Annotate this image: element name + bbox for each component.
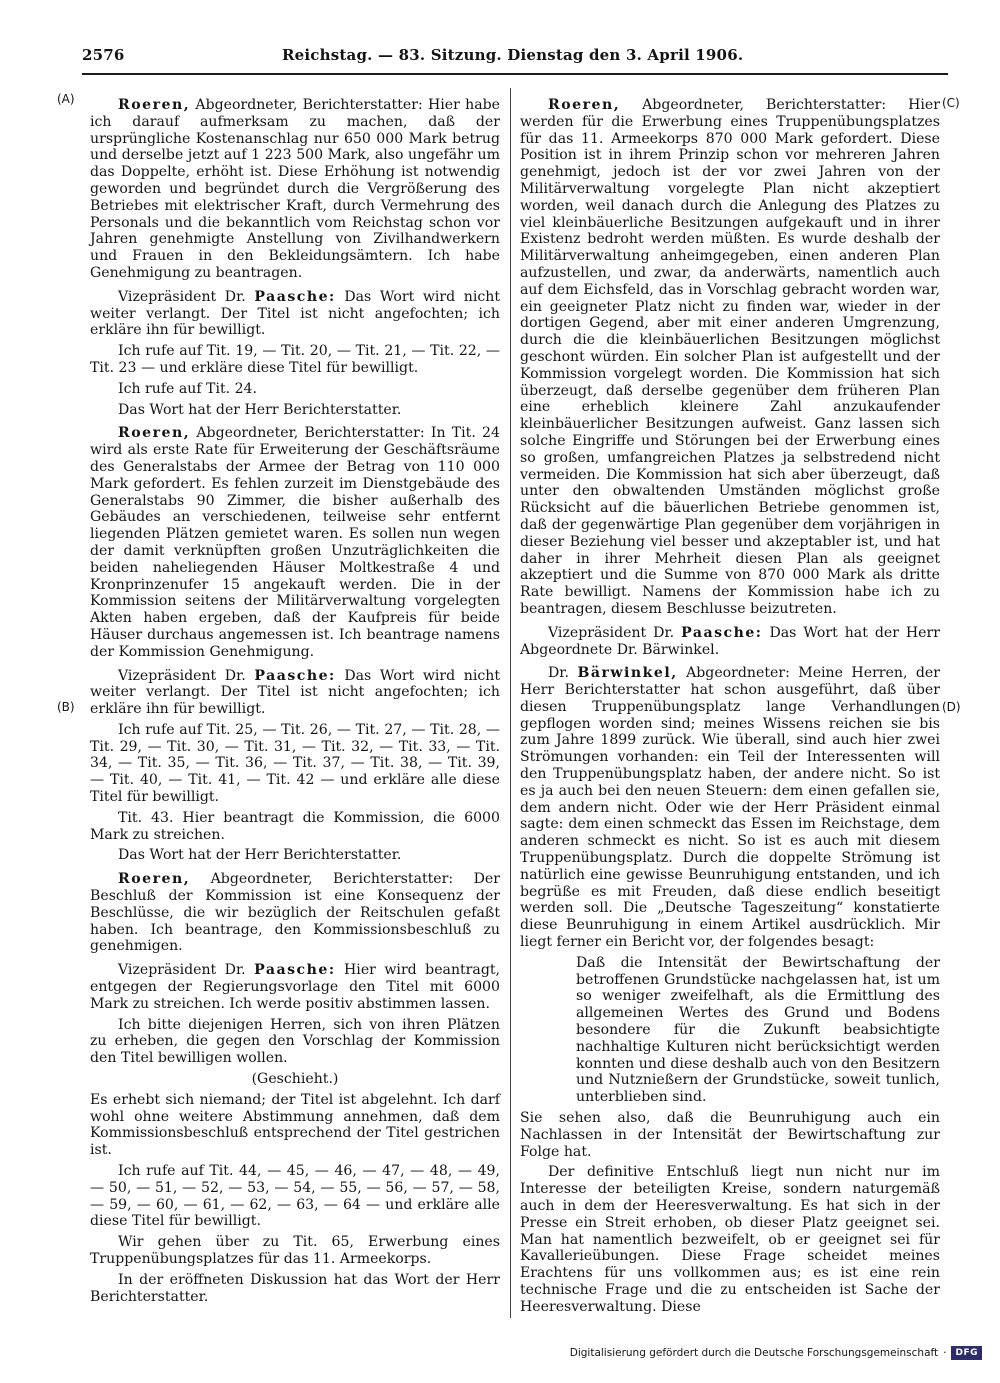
paragraph-text: Ich bitte diejenigen Herren, sich von ihren Plätzen zu erheben, die gegen den Vorschlag der Kommission den Titel bewilligen wollen. (90, 1016, 500, 1067)
running-header (82, 46, 744, 68)
paragraph-text: Abgeordneter, Berichterstatter: In Tit. 24 wird als erste Rate für Erweiterung der Geschäftsräume des Generalstabs der Armee der Betrag von 110 000 Mark gefordert. Es fehlen zurzeit im Dienstgebäude des Generalstabs 90 Zimmer, die bisher außerhalb des Gebäudes an verschiedenen, teilweise sehr entfernt liegenden Plätzen gemietet waren. Es sollen nun wegen der damit verknüpften großen Unzuträglichkeiten die beiden naheliegenden Häuser Moltkestraße 4 und Kronprinzenufer 15 angekauft werden. Die in der Kommission seitens der Militärverwaltung vorgelegten Akten haben ergeben, daß der Kaufpreis für beide Häuser durchaus angemessen ist. Ich beantrage namens der Kommission Genehmigung. (90, 425, 500, 660)
paragraph-text: Das Wort hat der Herr Berichterstatter. (118, 401, 402, 418)
paragraph-text: Sie sehen also, daß die Beunruhigung auch ein Nachlassen in der Intensität der Bewirtschaftung zur Folge hat. (520, 1110, 940, 1160)
speaker-name: Roeren, (548, 97, 621, 113)
speaker-title: Dr. (548, 665, 578, 682)
paragraph (90, 871, 500, 955)
speaker-name: Paasche: (681, 624, 763, 641)
paragraph (90, 810, 500, 844)
paragraph (90, 381, 500, 398)
paragraph (90, 722, 500, 806)
paragraph-text: Ich rufe auf Tit. 44, — 45, — 46, — 47, — 48, — 49, — 50, — 51, — 52, — 53, — 54, — 55, — 56, — 57, — 58, — 59, — 60, — 61, — 62, — 63, — 64 — und erkläre alle diese Titel für bewilligt. (90, 1163, 500, 1230)
paragraph (520, 625, 940, 659)
footer-credit: Digitalisierung gefördert durch die Deutsche Forschungsgemeinschaft (569, 1347, 939, 1359)
paragraph (520, 97, 940, 618)
paragraph (520, 665, 940, 951)
speaker-title: Vizepräsident Dr. (118, 962, 255, 979)
paragraph-text: Tit. 43. Hier beantragt die Kommission, die 6000 Mark zu streichen. (90, 809, 500, 843)
paragraph-text: Das Wort hat der Herr Abgeordnete Dr. Bärwinkel. (520, 624, 940, 658)
paragraph (90, 668, 500, 718)
paragraph (90, 425, 500, 660)
paragraph (576, 955, 940, 1106)
paragraph-text: Abgeordneter, Berichterstatter: Hier werden für die Erwerbung eines Truppenübungsplatzes für das 11. Armeekorps 870 000 Mark gefordert. Diese Position ist in ihrem Prinzip schon vor mehreren Jahren genehmigt, jedoch ist der vor zwei Jahren von der Militärverwaltung vorgelegte Plan nicht akzeptiert worden, weil danach durch die Anlegung des Platzes zu viel kleinbäuerliche Besitzungen aufgekauft und in ihrer Existenz bedroht werden müßten. Es wurde deshalb der Militärverwaltung anheimgegeben, einen anderen Plan aufzustellen, und zwar, da anderwärts, namentlich auch auf dem Eichsfeld, das in Vorschlag gebracht worden war, ein geeigneter Platz nicht zu finden war, wieder in der dortigen Gegend, aber mit einer anderen Umgrenzung, durch die die kleinbäuerlichen Besitzungen möglichst geschont würden. Ein solcher Plan ist aufgestellt und der Kommission vorgelegt worden. Die Kommission hat sich überzeugt, daß derselbe gegenüber dem früheren Plan eine erheblich kleinere Zahl anzukaufender kleinbäuerlicher Besitzungen aufweist. Ganz lassen sich solche Eingriffe und Störungen bei der Erwerbung eines so großen, umfangreichen Platzes ja selbstredend nicht vermeiden. Die Kommission hat sich aber überzeugt, daß unter den obwaltenden Umständen möglichst große Rücksicht auf die bäuerlichen Betriebe genommen ist, daß der gegenwärtige Plan gegenüber dem vorjährigen in dieser Beziehung viel besser und akzeptabler ist, und hat daher in ihrer Mehrheit diesen Plan als geeignet akzeptiert und die Summe von 870 000 Mark als dritte Rate bewilligt. Namens der Kommission habe ich zu beantragen, diesem Beschlusse beizutreten. (520, 97, 940, 617)
paragraph (90, 847, 500, 864)
paragraph-text: Das Wort hat der Herr Berichterstatter. (118, 847, 402, 864)
page-title: Reichstag. — 83. Sitzung. Dienstag den 3. April 1906. (282, 46, 744, 64)
paragraph-text: Abgeordneter, Berichterstatter: Der Beschluß der Kommission ist eine Konsequenz der Beschlüsse, die wir bezüglich der Reitschulen gefaßt haben. Ich beantrage, den Kommissionsbeschluß zu genehmigen. (90, 871, 500, 955)
margin-marker-a: (A) (57, 92, 75, 106)
paragraph (90, 289, 500, 339)
margin-marker-c: (C) (942, 96, 960, 110)
margin-marker-d: (D) (942, 700, 961, 714)
column-divider (510, 88, 511, 1318)
paragraph (90, 1163, 500, 1230)
paragraph-text: Ich rufe auf Tit. 19, — Tit. 20, — Tit. 21, — Tit. 22, — Tit. 23 — und erkläre diese Titel für bewilligt. (90, 343, 500, 376)
paragraph (520, 1164, 940, 1315)
paragraph-text: Der definitive Entschluß liegt nun nicht nur im Interesse der beteiligten Kreise, sondern naturgemäß auch in dem der Heeresverwaltung. Es hat sich in der Presse ein Streit erhoben, ob dieser Platz geeignet sei. Man hat namentlich bezweifelt, ob er geeignet sei für Kavallerieübungen. Diese Frage scheidet meines Erachtens für uns vollkommen aus; es ist eine rein technische Frage und die zu entscheiden ist Sache der Heeresverwaltung. Diese (520, 1164, 940, 1315)
paragraph (90, 1092, 500, 1159)
speaker-name: Roeren, (118, 871, 191, 888)
paragraph-text: In der eröffneten Diskussion hat das Wort der Herr Berichterstatter. (90, 1271, 500, 1305)
speaker-name: Roeren, (118, 425, 191, 442)
paragraph-text: Ich rufe auf Tit. 25, — Tit. 26, — Tit. 27, — Tit. 28, — Tit. 29, — Tit. 30, — Tit. 31, — Tit. 32, — Tit. 33, — Tit. 34, — Tit. 35, — Tit. 36, — Tit. 37, — Tit. 38, — Tit. 39, — Tit. 40, — Tit. 41, — Tit. 42 — und erkläre alle diese Titel für bewilligt. (90, 721, 500, 806)
paragraph-text: Abgeordneter: Meine Herren, der Herr Berichterstatter hat schon ausgeführt, daß über diesen Truppenübungsplatz lange Verhandlungen gepflogen worden sind; meines Wissens reichen sie bis zum Jahre 1899 zurück. Wie überall, sind auch hier zwei Strömungen vorhanden: ein Teil der Interessenten will den Truppenübungsplatz haben, der andere nicht. So ist es ja auch bei den neuen Steuern: dem einen gefallen sie, dem andern nicht. Oder wie der Herr Präsident einmal sagte: dem einen schmeckt das Essen im Reichstage, dem anderen schmeckt es nicht. So ist es auch mit diesem Truppenübungsplatz. Durch die doppelte Strömung ist natürlich eine gewisse Beunruhigung entstanden, und ich begrüße es mit Freuden, daß diese endlich beseitigt werden soll. Die „Deutsche Tageszeitung“ konstatierte diese Beunruhigung in einem Artikel ausdrücklich. Mir liegt ferner ein Bericht vor, der folgendes besagt: (520, 665, 940, 951)
paragraph (90, 343, 500, 377)
paragraph (520, 1110, 940, 1160)
speaker-name: Bärwinkel, (577, 665, 678, 682)
paragraph (90, 1272, 500, 1306)
paragraph-text: Es erhebt sich niemand; der Titel ist abgelehnt. Ich darf wohl ohne weitere Abstimmung annehmen, daß dem Kommissionsbeschluß entsprechend der Titel gestrichen ist. (90, 1091, 500, 1159)
left-column (90, 90, 500, 1309)
paragraph (90, 1017, 500, 1067)
paragraph (90, 962, 500, 1012)
paragraph (90, 402, 500, 419)
speaker-name: Paasche: (254, 962, 336, 979)
paragraph-text: (Geschieht.) (251, 1071, 339, 1088)
speaker-name: Paasche: (254, 288, 336, 305)
page-number: 2576 (82, 46, 125, 64)
paragraph-text: Daß die Intensität der Bewirtschaftung der betroffenen Grundstücke nachgelassen hat, ist um so weniger zweifelhaft, als die Ermittlung des allgemeinen Wertes des Grund und Bodens besondere für die Zukunft beabsichtigte nachhaltige Kulturen nicht berücksichtigt werden konnten und diese deshalb auch von den Besitzern und Nutznießern der Grundstücke, soweit tunlich, unterblieben sind. (576, 954, 940, 1106)
paragraph-text: Abgeordneter, Berichterstatter: Hier habe ich darauf aufmerksam zu machen, daß der ursprüngliche Kostenanschlag nur 650 000 Mark betrug und derselbe jetzt auf 1 223 500 Mark, also ungefähr um das Doppelte, erhöht ist. Diese Erhöhung ist notwendig geworden und begründet durch die Vergrößerung des Betriebes mit elektrischer Kraft, durch Vermehrung des Personals und die bekanntlich vom Reichstag schon vor Jahren genehmigte Anstellung von Zivilhandwerkern und Frauen in den Bekleidungsämtern. Ich habe Genehmigung zu beantragen. (90, 97, 500, 281)
speaker-name: Paasche: (254, 667, 336, 684)
paragraph (90, 1071, 500, 1088)
paragraph (90, 97, 500, 282)
paragraph-text: Wir gehen über zu Tit. 65, Erwerbung eines Truppenübungsplatzes für das 11. Armeekorps. (90, 1234, 500, 1267)
right-column (520, 90, 940, 1320)
paragraph-text: Das Wort wird nicht weiter verlangt. Der Titel ist nicht angefochten; ich erkläre ihn für bewilligt. (90, 667, 500, 718)
dfg-logo-icon: DFG (951, 1346, 982, 1360)
speaker-name: Roeren, (118, 97, 191, 113)
speaker-title: Vizepräsident Dr. (548, 624, 682, 641)
paragraph-text: Hier wird beantragt, entgegen der Regierungsvorlage den Titel mit 6000 Mark zu streichen. Ich werde positiv abstimmen lassen. (90, 962, 500, 1012)
footer (570, 1344, 982, 1362)
paragraph-text: Ich rufe auf Tit. 24. (118, 380, 257, 397)
margin-marker-b: (B) (57, 700, 75, 714)
header-rule (82, 73, 948, 75)
speaker-title: Vizepräsident Dr. (118, 667, 255, 684)
paragraph (90, 1234, 500, 1268)
speaker-title: Vizepräsident Dr. (118, 288, 255, 305)
paragraph-text: Das Wort wird nicht weiter verlangt. Der Titel ist nicht angefochten; ich erkläre ihn für bewilligt. (90, 288, 500, 339)
footer-separator: · (943, 1347, 947, 1359)
